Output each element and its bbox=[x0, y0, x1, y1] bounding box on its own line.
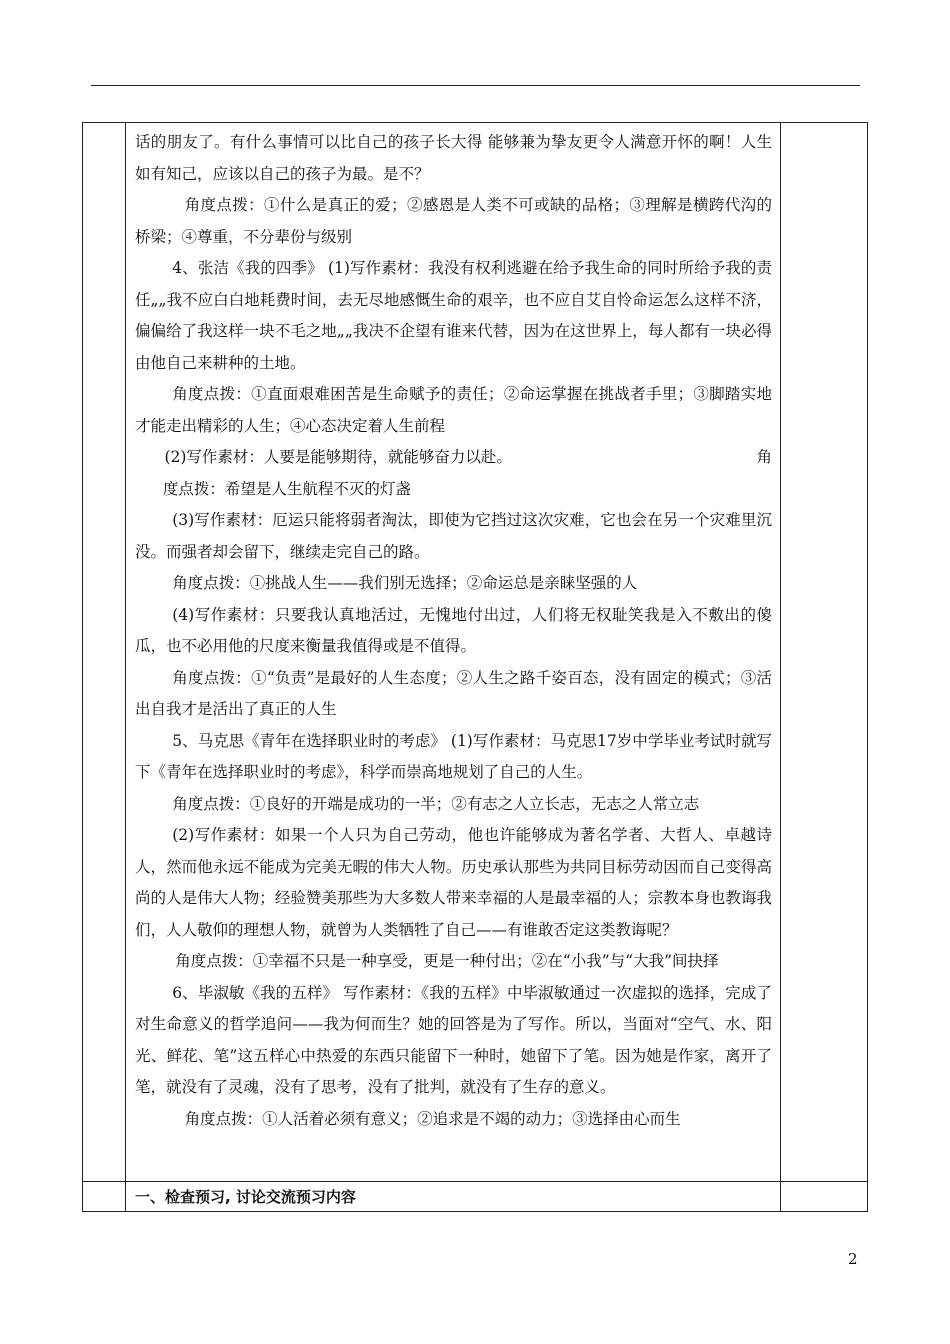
paragraph-marx: 5、马克思《青年在选择职业时的考虑》 (1)写作素材：马克思17岁中学毕业考试时就写下《青年在选择职业时的考虑》，科学而崇高地规划了自己的人生。 bbox=[135, 731, 772, 781]
page-number: 2 bbox=[848, 1250, 858, 1268]
paragraph-material-marx-2: (2)写作素材：如果一个人只为自己劳动，他也许能够成为著名学者、大哲人、卓越诗人，然而他永远不能成为完美无暇的伟大人物。历史承认那些为共同目标劳动因而自己变得高尚的人是伟大人物；经验赞美那些为大多数人带来幸福的人是最幸福的人；宗教本身也教诲我们，人人敬仰的理想人物，就曾为人类牺牲了自己——有谁敢否定这类教诲呢？ bbox=[135, 826, 772, 939]
paragraph: 话的朋友了。有什么事情可以比自己的孩子长大得 能够兼为挚友更令人满意开怀的啊！人生如有知己，应该以自己的孩子为最。是不？ bbox=[135, 133, 772, 183]
paragraph-angle-tip: 角度点拨：①人活着必须有意义；②追求是不竭的动力；③选择由心而生 bbox=[184, 1109, 681, 1128]
paragraph-material-4: (4)写作素材：只要我认真地活过，无愧地付出过，人们将无权耻笑我是入不敷出的傻瓜，也不必用他的尺度来衡量我值得或是不值得。 bbox=[135, 605, 772, 655]
paragraph-angle-tip: 角度点拨：①直面艰难困苦是生命赋予的责任；②命运掌握在挑战者手里；③脚踏实地才能走出精彩的人生；④心态决定着人生前程 bbox=[135, 385, 772, 435]
header-rule bbox=[91, 85, 860, 86]
paragraph-angle-tip: 度点拨：希望是人生航程不灭的灯盏 bbox=[162, 479, 411, 498]
paragraph-angle-tip: 角度点拨：①良好的开端是成功的一半；②有志之人立长志，无志之人常立志 bbox=[172, 794, 700, 813]
paragraph-material-3: (3)写作素材：厄运只能将弱者淘汰，即使为它挡过这次灾难，它也会在另一个灾难里沉没。而强者却会留下，继续走完自己的路。 bbox=[135, 511, 772, 561]
paragraph-material-2 bbox=[135, 442, 772, 474]
paragraph-angle-tip: 角度点拨：①“负责”是最好的人生态度；②人生之路千姿百态，没有固定的模式；③活出自我才是活出了真正的人生 bbox=[135, 668, 772, 718]
table-row-divider bbox=[83, 1181, 867, 1182]
writing-materials-text bbox=[135, 127, 772, 1135]
table-column-divider-right bbox=[780, 123, 781, 1211]
paragraph-zhangjie: 4、张洁《我的四季》 (1)写作素材：我没有权利逃避在给予我生命的同时所给予我的责任„„我不应白白地耗费时间，去无尽地感慨生命的艰辛，也不应自艾自怜命运怎么这样不济，偏偏给了我这样一块不毛之地„„我决不企望有谁来代替，因为在这世界上，每人都有一块必得由他自己来耕种的土地。 bbox=[135, 259, 772, 372]
paragraph-angle-tip: 角度点拨：①什么是真正的爱；②感恩是人类不可或缺的品格；③理解是横跨代沟的桥梁；④尊重，不分辈份与级别 bbox=[135, 196, 772, 246]
paragraph-bishumin: 6、毕淑敏《我的五样》 写作素材：《我的五样》中毕淑敏通过一次虚拟的选择，完成了对生命意义的哲学追问——我为何而生？她的回答是为了写作。所以，当面对“空气、水、阳光、鲜花、笔”这五样心中热爱的东西只能留下一种时，她留下了笔。因为她是作家，离开了笔，就没有了灵魂，没有了思考，没有了批判，就没有了生存的意义。 bbox=[135, 983, 772, 1096]
material-text-tail: 角 bbox=[756, 448, 772, 466]
lesson-table bbox=[82, 122, 868, 1212]
section-title: 一、检查预习, 讨论交流预习内容 bbox=[135, 1188, 356, 1206]
paragraph-angle-tip: 角度点拨：①幸福不只是一种享受，更是一种付出；②在“小我”与“大我”间抉择 bbox=[175, 952, 719, 970]
table-column-divider-left bbox=[125, 123, 126, 1211]
paragraph-angle-tip: 角度点拨：①挑战人生——我们别无选择；②命运总是亲睐坚强的人 bbox=[172, 574, 638, 592]
material-text: (2)写作素材：人要是能够期待，就能够奋力以赴。 bbox=[164, 448, 512, 466]
